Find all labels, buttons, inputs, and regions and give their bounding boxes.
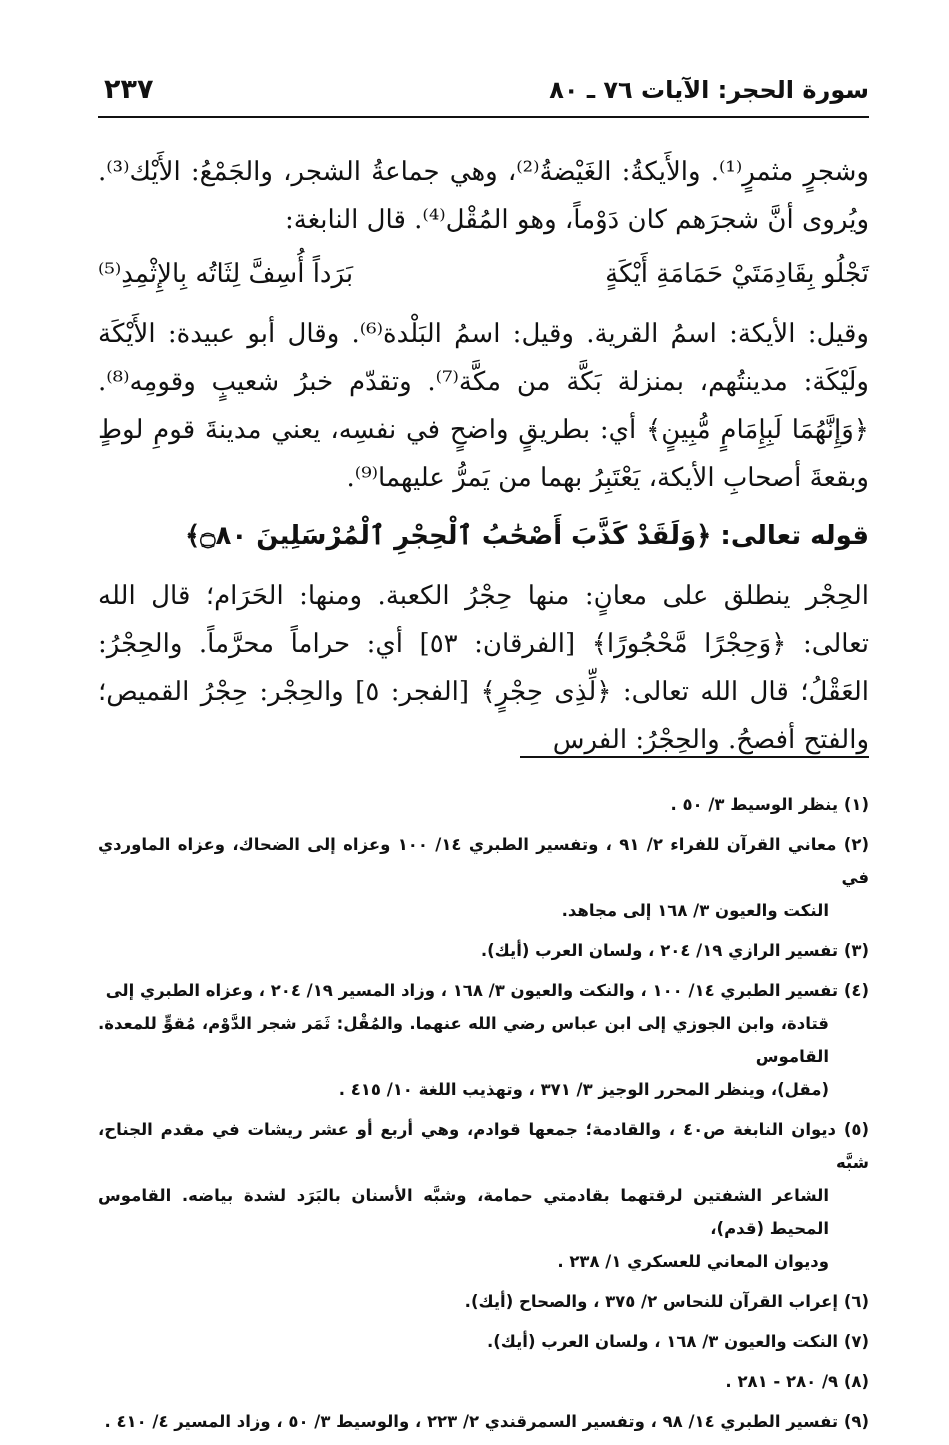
footnote-separator — [520, 756, 869, 758]
verse-second-hemistich: بَرَداً أُسِفَّ لِثَاتُه بِالإِثْمِدِ⁽⁵⁾ — [98, 259, 354, 289]
footnote — [98, 1405, 869, 1438]
main-text — [98, 148, 869, 764]
footnote-line: (٥) ديوان النابغة ص٤٠ ، والقادمة؛ جمعها قوادم، وهي أربع أو عشر ريشات في مقدم الجناح، شبَّه — [98, 1120, 869, 1172]
page-header — [98, 68, 869, 118]
footnote-line: (مقل)، وينظر المحرر الوجيز ٣/ ٣٧١ ، وتهذيب اللغة ١٠/ ٤١٥ . — [338, 1080, 829, 1099]
paragraph-hijr: الحِجْر ينطلق على معانٍ: منها حِجْرُ الكعبة. ومنها: الحَرَام؛ قال الله تعالى: ﴿وَحِجْرًا مَّحْجُورًا﴾ [الفرقان: ٥٣] أي: حراماً محرَّماً. والحِجْرُ: العَقْلُ؛ قال الله تعالى: ﴿لِّذِى حِجْرٍ﴾ [الفجر: ٥] والحِجْر: حِجْرُ القميص؛ والفتح أفصحُ. والحِجْرُ: الفرس — [98, 581, 869, 755]
footnote-line: (٩) تفسير الطبري ١٤/ ٩٨ ، وتفسير السمرقندي ٢/ ٢٢٣ ، والوسيط ٣/ ٥٠ ، وزاد المسير ٤/ ٤١٠ . — [104, 1412, 869, 1431]
footnote — [98, 828, 869, 927]
verse-heading: قوله تعالى: ﴿وَلَقَدْ كَذَّبَ أَصْحَٰبُ ٱلْحِجْرِ ٱلْمُرْسَلِينَ ۝٨٠﴾ — [185, 521, 869, 551]
footnote-line: قتادة، وابن الجوزي إلى ابن عباس رضي الله عنهما. والمُقْل: ثَمَر شجر الدَّوْم، مُقوٍّ للمعدة. القاموس — [98, 1014, 829, 1066]
footnote-line: (٢) معاني القرآن للفراء ٢/ ٩١ ، وتفسير الطبري ١٤/ ١٠٠ وعزاه إلى الضحاك، وعزاه الماوردي في — [98, 835, 869, 887]
chapter-title: سورة الحجر: الآيات ٧٦ ـ ٨٠ — [549, 76, 869, 104]
footnote — [98, 1365, 869, 1398]
footnote-line: النكت والعيون ٣/ ١٦٨ إلى مجاهد. — [561, 901, 829, 920]
footnote-line: (٧) النكت والعيون ٣/ ١٦٨ ، ولسان العرب (أيك). — [486, 1332, 869, 1351]
poetry-verse — [98, 250, 869, 298]
footnote-line: (١) ينظر الوسيط ٣/ ٥٠ . — [670, 795, 869, 814]
footnote-line: (٤) تفسير الطبري ١٤/ ١٠٠ ، والنكت والعيون ٣/ ١٦٨ ، وزاد المسير ١٩/ ٢٠٤ ، وعزاه الطبري إلى — [105, 981, 869, 1000]
footnote-line: (٣) تفسير الرازي ١٩/ ٢٠٤ ، ولسان العرب (أيك). — [480, 941, 869, 960]
verse-first-hemistich: تَجْلُو بِقَادِمَتَيْ حَمَامَةِ أَيْكَةٍ — [605, 259, 869, 289]
footnote-line: (٨) ٩/ ٢٨٠ - ٢٨١ . — [725, 1372, 869, 1391]
footnote — [98, 1285, 869, 1318]
footnote-line: الشاعر الشفتين لرقتهما بقادمتي حمامة، وشبَّه الأسنان بالبَرَد لشدة بياضه. القاموس المحيط (قدم)، — [98, 1186, 829, 1238]
footnote — [98, 934, 869, 967]
paragraph-city: وقيل: الأيكة: اسمُ القرية. وقيل: اسمُ البَلْدة⁽⁶⁾. وقال أبو عبيدة: الأَيْكَة ولَيْكَة: مدينتُهم، بمنزلة بَكَّة من مكَّة⁽⁷⁾. وتقدّم خبرُ شعيبٍ وقومِه⁽⁸⁾. ﴿وَإِنَّهُمَا لَبِإِمَامٍ مُّبِينٍ﴾ أي: بطريقٍ واضحٍ في نفسِه، يعني مدينةَ قومِ لوطٍ وبقعةَ أصحابِ الأيكة، يَعْتَبِرُ بهما من يَمرُّ عليهما⁽⁹⁾. — [98, 319, 869, 493]
page-number: ٢٣٧ — [104, 74, 154, 105]
footnote-line: وديوان المعاني للعسكري ١/ ٢٣٨ . — [557, 1252, 829, 1271]
paragraph-ayka: وشجرٍ مثمرٍ⁽¹⁾. والأَيكةُ: الغَيْضةُ⁽²⁾، وهي جماعةُ الشجر، والجَمْعُ: الأَيْك⁽³⁾. ويُروى أنَّ شجرَهم كان دَوْماً، وهو المُقْل⁽⁴⁾. قال النابغة: — [98, 157, 869, 235]
footnotes — [98, 788, 869, 1445]
footnote — [98, 788, 869, 821]
footnote — [98, 1113, 869, 1278]
footnote — [98, 1325, 869, 1358]
footnote — [98, 974, 869, 1106]
footnote-line: (٦) إعراب القرآن للنحاس ٢/ ٣٧٥ ، والصحاح (أيك). — [464, 1292, 869, 1311]
